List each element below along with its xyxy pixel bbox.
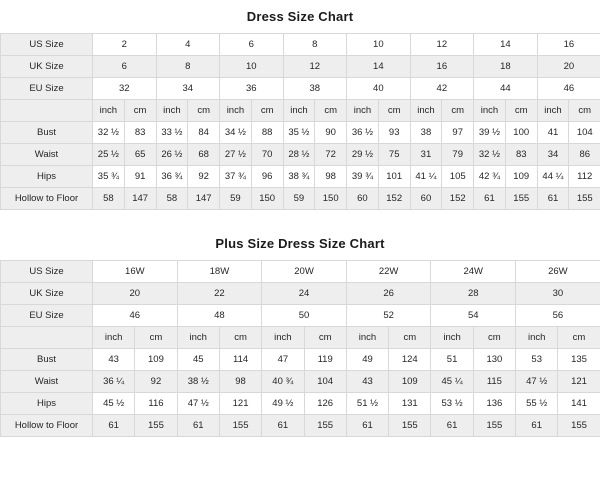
table-cell: 42 ¾ [474, 166, 506, 188]
table-cell: 32 [93, 78, 157, 100]
table-cell: 20 [93, 283, 178, 305]
row-label: Bust [1, 349, 93, 371]
table-cell: 48 [177, 305, 262, 327]
table-cell: 41 ¼ [410, 166, 442, 188]
table-cell: 79 [442, 144, 474, 166]
table-row [1, 371, 600, 393]
table-row [1, 305, 600, 327]
table-body-1 [1, 34, 600, 210]
table-cell: 52 [346, 305, 431, 327]
page-title-plus: Plus Size Dress Size Chart [0, 227, 600, 260]
table-cell: 28 ½ [283, 144, 315, 166]
table-cell: 70 [251, 144, 283, 166]
table-cell: 109 [389, 371, 431, 393]
table-row [1, 122, 600, 144]
row-label: UK Size [1, 56, 93, 78]
plus-size-table [0, 260, 600, 437]
table-cell: 130 [473, 349, 515, 371]
unit-cell: cm [251, 100, 283, 122]
table-cell: 43 [346, 371, 388, 393]
table-cell: 8 [156, 56, 220, 78]
table-cell: 38 ¾ [283, 166, 315, 188]
row-label: US Size [1, 261, 93, 283]
table-cell: 155 [135, 415, 177, 437]
table-cell: 60 [347, 188, 379, 210]
row-label: EU Size [1, 78, 93, 100]
table-cell: 90 [315, 122, 347, 144]
table-cell: 124 [389, 349, 431, 371]
unit-cell: inch [283, 100, 315, 122]
table-cell: 49 [346, 349, 388, 371]
table-cell: 53 ½ [431, 393, 473, 415]
table-cell: 47 ½ [177, 393, 219, 415]
table-cell: 68 [188, 144, 220, 166]
table-cell: 44 ¼ [537, 166, 569, 188]
table-cell: 27 ½ [220, 144, 252, 166]
table-cell: 60 [410, 188, 442, 210]
table-cell: 119 [304, 349, 346, 371]
table-cell: 12 [283, 56, 347, 78]
table-cell: 155 [569, 188, 600, 210]
table-cell: 114 [219, 349, 261, 371]
row-label: Waist [1, 371, 93, 393]
table-cell: 46 [93, 305, 178, 327]
table-cell: 34 [156, 78, 220, 100]
table-body-2 [1, 261, 600, 437]
table-cell: 38 ½ [177, 371, 219, 393]
table-cell: 58 [156, 188, 188, 210]
table-cell: 14 [474, 34, 538, 56]
table-cell: 42 [410, 78, 474, 100]
table-cell: 92 [188, 166, 220, 188]
table-cell: 155 [304, 415, 346, 437]
unit-cell: inch [410, 100, 442, 122]
unit-cell: inch [347, 100, 379, 122]
table-cell: 46 [537, 78, 600, 100]
table-cell: 96 [251, 166, 283, 188]
table-cell: 59 [283, 188, 315, 210]
table-cell: 38 [283, 78, 347, 100]
unit-cell: inch [474, 100, 506, 122]
table-row [1, 144, 600, 166]
table-cell: 36 ¼ [93, 371, 135, 393]
row-label: Hips [1, 393, 93, 415]
unit-cell: cm [505, 100, 537, 122]
table-cell: 26 ½ [156, 144, 188, 166]
table-cell: 35 ¾ [93, 166, 125, 188]
table-cell: 59 [220, 188, 252, 210]
table-cell: 22W [346, 261, 431, 283]
table-cell: 121 [558, 371, 600, 393]
unit-cell: inch [431, 327, 473, 349]
unit-cell: cm [219, 327, 261, 349]
table-cell: 47 [262, 349, 304, 371]
table-row [1, 415, 600, 437]
table-cell: 45 ¼ [431, 371, 473, 393]
table-cell: 97 [442, 122, 474, 144]
table-cell: 18W [177, 261, 262, 283]
table-cell: 2 [93, 34, 157, 56]
unit-cell: cm [378, 100, 410, 122]
table-cell: 49 ½ [262, 393, 304, 415]
table-cell: 50 [262, 305, 347, 327]
table-cell: 98 [219, 371, 261, 393]
section-divider [0, 210, 600, 227]
table-cell: 40 [347, 78, 411, 100]
table-cell: 16 [410, 56, 474, 78]
row-label: Bust [1, 122, 93, 144]
table-row [1, 261, 600, 283]
table-cell: 58 [93, 188, 125, 210]
table-cell: 104 [304, 371, 346, 393]
table-cell: 30 [516, 283, 600, 305]
table-cell: 6 [220, 34, 284, 56]
table-cell: 29 ½ [347, 144, 379, 166]
table-cell: 61 [431, 415, 473, 437]
table-cell: 34 ½ [220, 122, 252, 144]
table-cell: 39 ½ [474, 122, 506, 144]
table-cell: 8 [283, 34, 347, 56]
table-row-units [1, 327, 600, 349]
table-cell: 34 [537, 144, 569, 166]
table-row [1, 188, 600, 210]
row-label: Waist [1, 144, 93, 166]
table-cell: 116 [135, 393, 177, 415]
table-cell: 36 ½ [347, 122, 379, 144]
table-cell: 18 [474, 56, 538, 78]
row-label: Hips [1, 166, 93, 188]
unit-cell: cm [558, 327, 600, 349]
table-cell: 147 [124, 188, 156, 210]
table-cell: 53 [516, 349, 558, 371]
table-cell: 152 [442, 188, 474, 210]
table-cell: 20W [262, 261, 347, 283]
unit-cell: cm [442, 100, 474, 122]
table-cell: 61 [177, 415, 219, 437]
row-label: UK Size [1, 283, 93, 305]
table-cell: 155 [558, 415, 600, 437]
unit-cell: cm [135, 327, 177, 349]
table-cell: 115 [473, 371, 515, 393]
table-cell: 121 [219, 393, 261, 415]
table-cell: 33 ½ [156, 122, 188, 144]
table-cell: 61 [93, 415, 135, 437]
unit-cell: inch [177, 327, 219, 349]
table-row [1, 56, 600, 78]
table-cell: 32 ½ [474, 144, 506, 166]
table-cell: 4 [156, 34, 220, 56]
table-cell: 10 [220, 56, 284, 78]
table-cell: 147 [188, 188, 220, 210]
table-cell: 38 [410, 122, 442, 144]
table-cell: 40 ¾ [262, 371, 304, 393]
table-cell: 104 [569, 122, 600, 144]
dress-size-table [0, 33, 600, 210]
table-cell: 45 [177, 349, 219, 371]
table-cell: 43 [93, 349, 135, 371]
row-label: US Size [1, 34, 93, 56]
unit-cell: cm [304, 327, 346, 349]
table-cell: 112 [569, 166, 600, 188]
page-title: Dress Size Chart [0, 0, 600, 33]
table-cell: 14 [347, 56, 411, 78]
table-cell: 98 [315, 166, 347, 188]
table-cell: 61 [516, 415, 558, 437]
table-cell: 20 [537, 56, 600, 78]
table-cell: 47 ½ [516, 371, 558, 393]
table-cell: 32 ½ [93, 122, 125, 144]
table-cell: 92 [135, 371, 177, 393]
table-cell: 100 [505, 122, 537, 144]
unit-cell: cm [124, 100, 156, 122]
table-cell: 155 [473, 415, 515, 437]
table-cell: 105 [442, 166, 474, 188]
table-cell: 12 [410, 34, 474, 56]
table-cell: 51 [431, 349, 473, 371]
table-cell: 83 [124, 122, 156, 144]
row-label: Hollow to Floor [1, 415, 93, 437]
table-cell: 136 [473, 393, 515, 415]
table-cell: 44 [474, 78, 538, 100]
table-cell: 61 [537, 188, 569, 210]
table-cell: 93 [378, 122, 410, 144]
table-cell: 135 [558, 349, 600, 371]
table-row [1, 349, 600, 371]
table-cell: 24W [431, 261, 516, 283]
unit-cell: inch [262, 327, 304, 349]
table-cell: 72 [315, 144, 347, 166]
table-cell: 36 [220, 78, 284, 100]
table-cell: 88 [251, 122, 283, 144]
table-cell: 155 [505, 188, 537, 210]
table-row [1, 34, 600, 56]
table-cell: 150 [315, 188, 347, 210]
table-cell: 61 [346, 415, 388, 437]
table-cell: 75 [378, 144, 410, 166]
table-cell: 109 [505, 166, 537, 188]
table-cell: 131 [389, 393, 431, 415]
table-cell: 28 [431, 283, 516, 305]
table-cell: 45 ½ [93, 393, 135, 415]
table-cell: 109 [135, 349, 177, 371]
table-cell: 152 [378, 188, 410, 210]
unit-cell: inch [220, 100, 252, 122]
unit-cell: inch [93, 327, 135, 349]
table-cell: 16 [537, 34, 600, 56]
row-label: EU Size [1, 305, 93, 327]
table-cell: 10 [347, 34, 411, 56]
table-cell: 41 [537, 122, 569, 144]
unit-cell: inch [93, 100, 125, 122]
dress-size-chart [0, 0, 600, 210]
table-cell: 36 ¾ [156, 166, 188, 188]
unit-cell: cm [188, 100, 220, 122]
table-cell: 35 ½ [283, 122, 315, 144]
table-cell: 16W [93, 261, 178, 283]
table-cell: 56 [516, 305, 600, 327]
unit-cell: inch [537, 100, 569, 122]
table-row [1, 166, 600, 188]
unit-cell: cm [389, 327, 431, 349]
table-cell: 61 [262, 415, 304, 437]
table-cell: 39 ¾ [347, 166, 379, 188]
table-cell: 155 [389, 415, 431, 437]
unit-cell: inch [516, 327, 558, 349]
row-label: Hollow to Floor [1, 188, 93, 210]
table-cell: 86 [569, 144, 600, 166]
table-cell: 65 [124, 144, 156, 166]
table-cell: 51 ½ [346, 393, 388, 415]
table-row [1, 78, 600, 100]
table-cell: 101 [378, 166, 410, 188]
table-cell: 22 [177, 283, 262, 305]
table-cell: 26W [516, 261, 600, 283]
table-cell: 155 [219, 415, 261, 437]
table-cell: 55 ½ [516, 393, 558, 415]
unit-cell: cm [315, 100, 347, 122]
plus-size-dress-chart [0, 227, 600, 437]
table-row-units [1, 100, 600, 122]
table-cell: 141 [558, 393, 600, 415]
row-label [1, 100, 93, 122]
table-cell: 54 [431, 305, 516, 327]
table-cell: 61 [474, 188, 506, 210]
table-cell: 31 [410, 144, 442, 166]
table-cell: 37 ¾ [220, 166, 252, 188]
table-row [1, 283, 600, 305]
row-label [1, 327, 93, 349]
unit-cell: inch [346, 327, 388, 349]
unit-cell: inch [156, 100, 188, 122]
table-cell: 83 [505, 144, 537, 166]
table-row [1, 393, 600, 415]
table-cell: 24 [262, 283, 347, 305]
table-cell: 91 [124, 166, 156, 188]
table-cell: 84 [188, 122, 220, 144]
table-cell: 126 [304, 393, 346, 415]
table-cell: 6 [93, 56, 157, 78]
table-cell: 150 [251, 188, 283, 210]
unit-cell: cm [473, 327, 515, 349]
table-cell: 25 ½ [93, 144, 125, 166]
table-cell: 26 [346, 283, 431, 305]
unit-cell: cm [569, 100, 600, 122]
